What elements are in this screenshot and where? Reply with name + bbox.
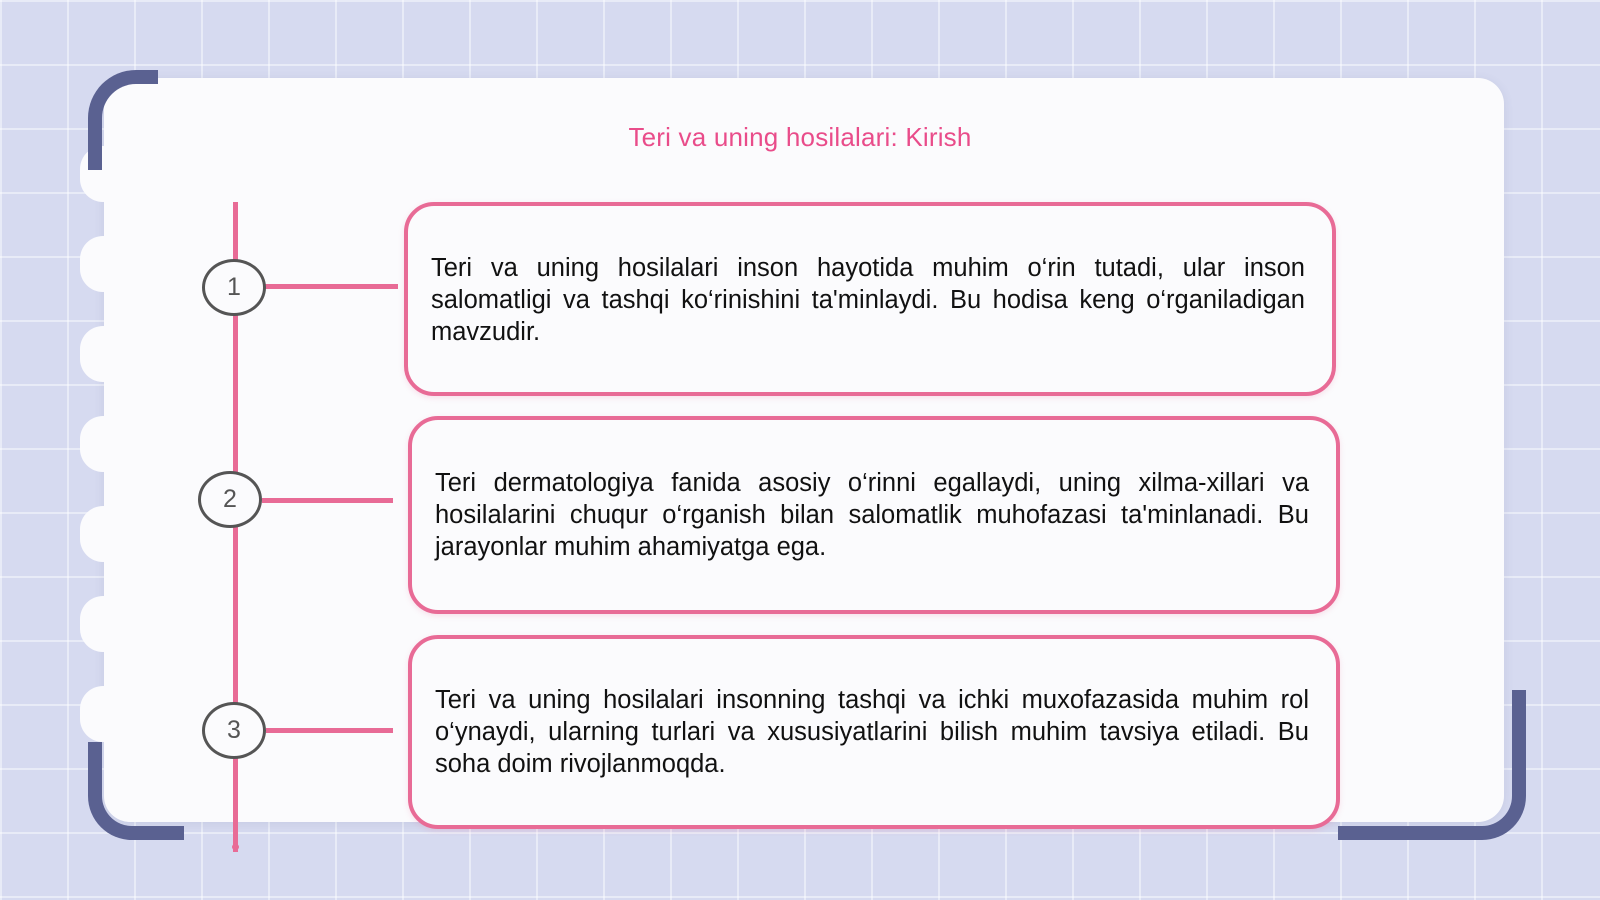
step-number-badge: 2: [198, 471, 262, 528]
card-tab: [80, 416, 126, 472]
corner-bracket-bottom-right: [1338, 690, 1526, 840]
card-tab: [80, 326, 126, 382]
step-connector: [262, 498, 393, 503]
step-text: Teri va uning hosilalari insonning tashqi va ichki muxofazasida muhim rol o‘ynaydi, ularning turlari va xususiyatlarini bilish muhim tavsiya etiladi. Bu soha doim rivojlanmoqda.: [435, 686, 1309, 778]
card-tab: [80, 506, 126, 562]
card-tab: [80, 596, 126, 652]
slide-title: Teri va uning hosilalari: Kirish: [628, 122, 972, 152]
step-number-badge: 1: [202, 259, 266, 316]
corner-bracket-top-left: [88, 70, 158, 170]
card-tab: [80, 236, 126, 292]
step-connector: [264, 284, 398, 289]
step-connector: [266, 728, 393, 733]
timeline-end: [232, 844, 239, 850]
corner-bracket-bottom-left: [88, 742, 184, 840]
step-text: Teri va uning hosilalari inson hayotida muhim o‘rin tutadi, ular inson salomatligi va tashqi ko‘rinishini ta'minlaydi. Bu hodisa keng o‘rganiladigan mavzudir.: [431, 254, 1305, 346]
step-number-badge: 3: [202, 702, 266, 759]
card-tab: [80, 686, 126, 742]
step-text: Teri dermatologiya fanida asosiy o‘rinni egallaydi, uning xilma-xillari va hosilalarini chuqur o‘rganish bilan salomatlik muhofazasi ta'minlanadi. Bu jarayonlar muhim ahamiyatga ega.: [435, 469, 1309, 561]
